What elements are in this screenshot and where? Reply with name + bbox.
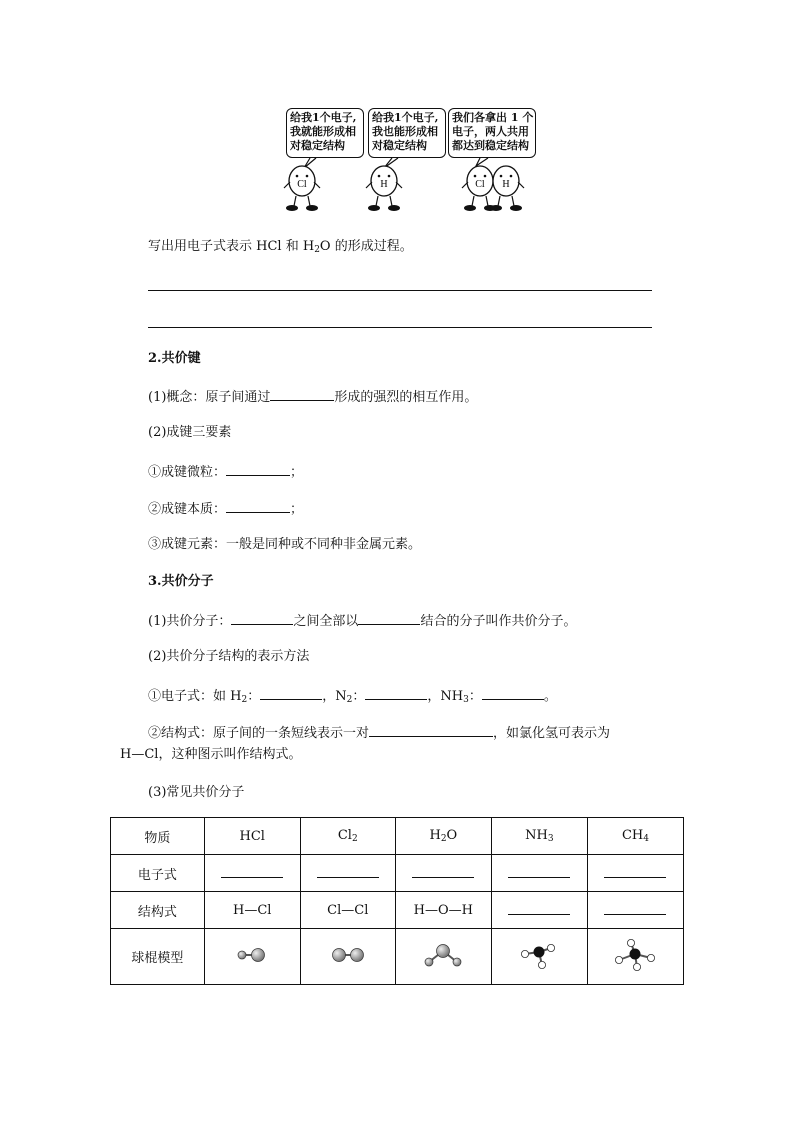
nature-line [148, 499, 303, 519]
header-cell [491, 818, 587, 855]
header-sub: 2 [440, 834, 447, 844]
answer-line[interactable] [148, 290, 652, 291]
def-text: 结合的分子叫作共价分子。 [420, 614, 577, 629]
header-label: CH [621, 828, 644, 843]
ef-text: ①电子式：如 H [148, 689, 242, 704]
bubble-line: 对稳定结构 [372, 139, 427, 152]
header-cell [300, 818, 395, 855]
h2o-ball-stick-model [421, 940, 465, 970]
structure-cell: Cl—Cl [300, 892, 395, 929]
subsection-title: (3)常见共价分子 [148, 785, 245, 800]
bubble-line: 我也能形成相 [372, 125, 438, 138]
fill-blank[interactable] [365, 686, 427, 700]
electron-formula-line [148, 686, 557, 709]
atom-label: H [502, 179, 510, 190]
fill-blank[interactable] [482, 686, 544, 700]
molecule-table [110, 817, 684, 985]
header-sub: 4 [643, 834, 649, 844]
semicolon: ； [290, 502, 304, 517]
table-header-row [111, 818, 684, 855]
ef-text: ： [468, 689, 482, 704]
bubble-line: 我们各拿出 1 个 [452, 111, 534, 124]
ef-text: ，N [322, 689, 347, 704]
table-cell[interactable] [491, 855, 587, 892]
model-cell [395, 929, 491, 985]
bubble-line: 给我1个电子, [372, 111, 439, 124]
header-cell [204, 818, 300, 855]
fill-blank[interactable] [260, 686, 322, 700]
ef-sub: 3 [463, 695, 469, 705]
fill-blank[interactable] [270, 387, 334, 401]
bubble-line: 给我1个电子, [290, 111, 357, 124]
answer-line[interactable] [148, 327, 652, 328]
atom-label: Cl [475, 179, 485, 190]
row-label: 结构式 [111, 892, 205, 929]
semicolon: ； [290, 465, 304, 480]
header-label: HCl [239, 828, 265, 844]
ch4-ball-stick-model [611, 938, 659, 972]
atom-figure-h [366, 166, 402, 211]
fill-blank[interactable] [604, 902, 666, 915]
bubble-line: 对稳定结构 [290, 139, 345, 152]
fill-blank[interactable] [226, 499, 290, 513]
table-row [111, 892, 684, 929]
sf-text: ②结构式：原子间的一条短线表示一对 [148, 726, 370, 741]
atom-figure-cl [284, 166, 320, 211]
task-text: O 的形成过程。 [319, 239, 413, 254]
model-cell [300, 929, 395, 985]
atom-figure-pair [462, 166, 524, 211]
header-label: NH [525, 828, 548, 843]
model-cell [204, 929, 300, 985]
particle-line [148, 462, 303, 482]
header-label: Cl [337, 828, 352, 843]
ef-sub: 2 [241, 695, 248, 705]
row-label: 电子式 [111, 855, 205, 892]
row-label: 球棍模型 [111, 929, 205, 985]
atom-label: H [380, 179, 388, 190]
table-row [111, 855, 684, 892]
ef-text: ： [352, 689, 366, 704]
definition-line [148, 611, 576, 631]
fill-blank[interactable] [369, 723, 493, 737]
task-text: 写出用电子式表示 HCl 和 H [148, 239, 315, 254]
header-sub: 2 [351, 834, 358, 844]
task-subscript: 2 [314, 245, 320, 255]
bubble-line: 我就能形成相 [290, 125, 356, 138]
ef-text: ： [247, 689, 261, 704]
elements-line: ③成键元素：一般是同种或不同种非金属元素。 [148, 537, 422, 552]
header-cell [587, 818, 683, 855]
bubble-line: 都达到稳定结构 [452, 139, 529, 152]
concept-text: 形成的强烈的相互作用。 [334, 390, 478, 405]
fill-blank[interactable] [358, 611, 420, 625]
hcl-ball-stick-model [232, 945, 272, 965]
fill-blank[interactable] [231, 611, 293, 625]
speech-bubble-shared [448, 108, 536, 158]
fill-blank[interactable] [412, 865, 474, 878]
table-cell[interactable] [204, 855, 300, 892]
table-cell[interactable] [395, 855, 491, 892]
ef-text: ，NH [427, 689, 464, 704]
table-cell[interactable] [491, 892, 587, 929]
task-instruction [148, 238, 413, 259]
def-text: 之间全部以 [293, 614, 359, 629]
structure-cell: H—Cl [204, 892, 300, 929]
nh3-ball-stick-model [517, 940, 561, 970]
nature-label: ②成键本质： [148, 502, 227, 517]
ef-text: 。 [543, 689, 557, 704]
ef-sub: 2 [346, 695, 353, 705]
fill-blank[interactable] [226, 462, 290, 476]
concept-text: (1)概念：原子间通过 [148, 390, 271, 405]
header-cell [111, 818, 205, 855]
fill-blank[interactable] [221, 865, 283, 878]
concept-line [148, 387, 477, 407]
table-cell[interactable] [300, 855, 395, 892]
section-title: 2.共价键 [148, 351, 201, 366]
table-row [111, 929, 684, 985]
speech-bubble-cl [286, 108, 364, 158]
cl2-ball-stick-model [328, 944, 368, 966]
model-cell [587, 929, 683, 985]
header-sub: 3 [547, 834, 554, 844]
model-cell [491, 929, 587, 985]
fill-blank[interactable] [317, 865, 379, 878]
bubble-line: 电子，两人共用 [452, 125, 529, 138]
fill-blank[interactable] [604, 865, 666, 878]
atom-label: Cl [297, 179, 307, 190]
fill-blank[interactable] [508, 865, 570, 878]
header-label: H [429, 828, 441, 843]
structural-formula-line [148, 723, 610, 743]
header-cell [395, 818, 491, 855]
structure-cell: H—O—H [395, 892, 491, 929]
structural-formula-line-2: H—Cl，这种图示叫作结构式。 [120, 747, 302, 762]
header-label: 物质 [144, 830, 171, 846]
subsection-title: (2)成键三要素 [148, 425, 232, 440]
def-text: (1)共价分子： [148, 614, 232, 629]
sf-text: ，如氯化氢可表示为 [493, 726, 611, 741]
particle-label: ①成键微粒： [148, 465, 227, 480]
subsection-title: (2)共价分子结构的表示方法 [148, 649, 310, 664]
speech-bubble-h [368, 108, 446, 158]
table-cell[interactable] [587, 855, 683, 892]
header-label: O [446, 828, 458, 843]
fill-blank[interactable] [508, 902, 570, 915]
cartoon-figures [280, 156, 540, 216]
table-cell[interactable] [587, 892, 683, 929]
section-title: 3.共价分子 [148, 574, 214, 589]
